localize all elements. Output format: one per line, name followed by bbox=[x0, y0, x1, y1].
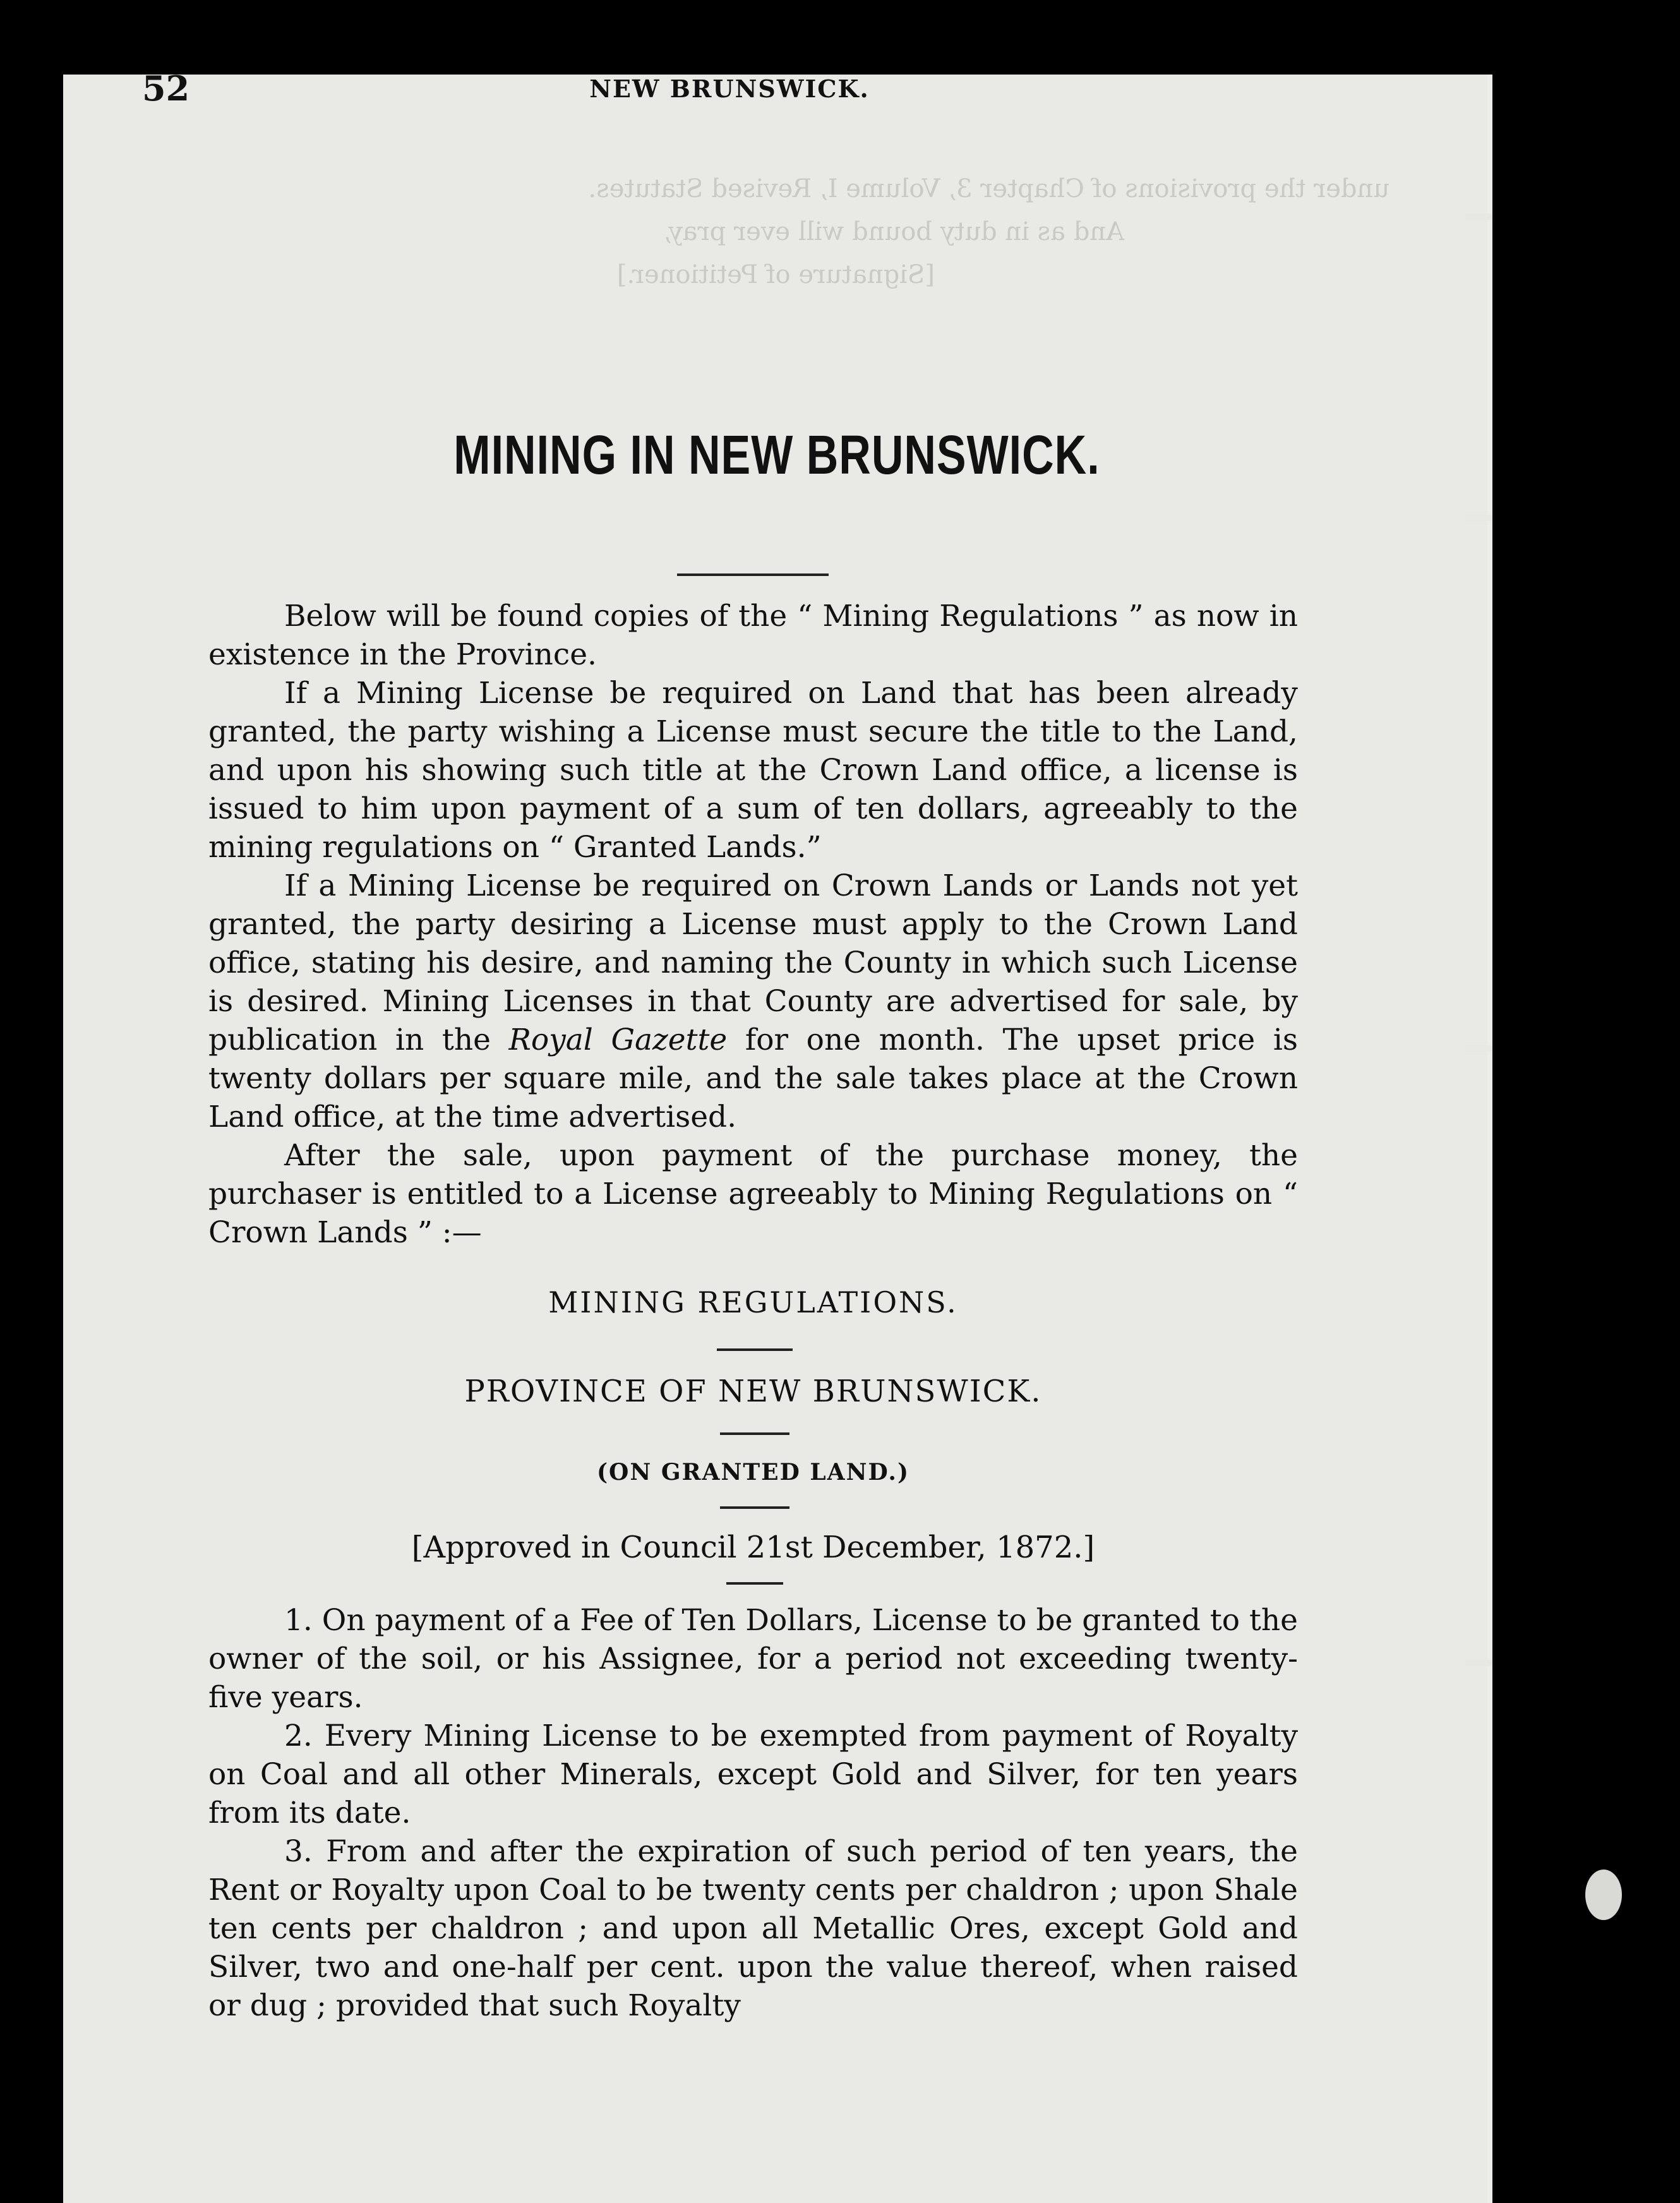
section-divider bbox=[720, 1432, 789, 1435]
section-divider bbox=[726, 1582, 783, 1585]
land-type-subheading: (ON GRANTED LAND.) bbox=[597, 1459, 909, 1486]
ink-blot bbox=[1585, 1870, 1622, 1920]
page-title: MINING IN NEW BRUNSWICK. bbox=[453, 424, 1100, 486]
scan-margin bbox=[1492, 75, 1680, 2203]
section-divider bbox=[717, 1348, 793, 1351]
intro-paragraph: If a Mining License be required on Land that has been already granted, the party wishing a License must secure the title to the Land, and upon his showing such title at the Crown Land office, a license is issued to him upon payment of a sum of ten dollars, agreeably to the mining regulations on “ Granted Lands.” bbox=[208, 676, 1298, 865]
section-divider bbox=[720, 1506, 789, 1509]
title-divider bbox=[677, 573, 829, 576]
intro-paragraph-text: Mining Licenses in that County are advertised for sale, by publication in the bbox=[208, 984, 1299, 1057]
intro-paragraph: After the sale, upon payment of the purchase money, the purchaser is entitled to a License agreeably to Mining Regulations on “ Crown Lands ” :— bbox=[208, 1138, 1298, 1250]
approval-note: [Approved in Council 21st December, 1872.] bbox=[411, 1530, 1095, 1565]
gazette-name: Royal Gazette bbox=[508, 1023, 728, 1057]
regulation-item: 3. From and after the expiration of such period of ten years, the Rent or Royalty upon Coal to be twenty cents per chaldron ; upon Shale ten cents per chaldron ; and upon all Metallic Ores, except Gold and Silver, two and one-half per cent. upon the value thereof, when raised or dug ; provided that such Royalty bbox=[208, 1834, 1298, 2023]
province-heading: PROVINCE OF NEW BRUNSWICK. bbox=[464, 1374, 1042, 1409]
regulation-item: 2. Every Mining License to be exempted from payment of Royalty on Coal and all other Minerals, except Gold and Silver, for ten years from its date. bbox=[208, 1719, 1298, 1830]
page-number: 52 bbox=[142, 68, 190, 109]
intro-paragraph bbox=[208, 867, 1298, 1136]
page-header bbox=[142, 68, 1317, 119]
regulations-list bbox=[208, 1601, 1298, 2025]
intro-section bbox=[208, 597, 1298, 1252]
bleed-through-line: [Signature of Petitioner.] bbox=[616, 260, 935, 289]
bleed-through-line: under the provisions of Chapter 3, Volume I, Revised Statutes. bbox=[588, 174, 1389, 203]
intro-paragraph: Below will be found copies of the “ Mining Regulations ” as now in existence in the Province. bbox=[208, 599, 1298, 672]
bleed-through-line: And as in duty bound will ever pray, bbox=[663, 217, 1124, 246]
page-spine-line bbox=[1487, 75, 1492, 2203]
running-head: NEW BRUNSWICK. bbox=[589, 75, 870, 103]
intro-paragraph-text: If a Mining License be required on Crown Lands or Lands not yet granted, the party desiring a License must apply to the Crown Land office, stating his desire, and naming the County in which such License is desired. bbox=[208, 868, 1298, 1019]
intro-paragraph-text: for one month. The upset price is twenty dollars per square mile, and the sale takes place at the Crown Land office, at the time advertised. bbox=[208, 1023, 1298, 1134]
regulations-heading: MINING REGULATIONS. bbox=[548, 1285, 958, 1319]
regulation-item: 1. On payment of a Fee of Ten Dollars, License to be granted to the owner of the soil, or his Assignee, for a period not exceeding twenty-five years. bbox=[208, 1603, 1298, 1715]
